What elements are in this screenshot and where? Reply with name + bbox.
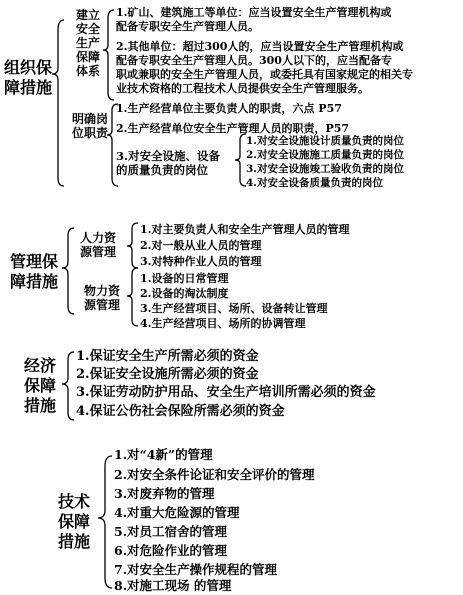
tech-item-3: 3.对废弃物的管理 bbox=[114, 486, 215, 501]
material-label-line: 物力资 bbox=[84, 284, 121, 298]
tech-title-line-2: 保障 bbox=[58, 512, 91, 531]
duty-item-3-line: 3.对安全设施、设备 bbox=[116, 149, 221, 163]
people-item-2: 2.对一般从业人员的管理 bbox=[140, 239, 262, 252]
duty-label-line: 明确岗 bbox=[72, 112, 109, 126]
item3-sub-2: 2.对安全设施施工质量负责的岗位 bbox=[246, 149, 404, 161]
econ-item-2: 2.保证安全设施所需必须的资金 bbox=[76, 367, 259, 382]
system-label-line: 生产 bbox=[76, 36, 101, 50]
system-label-line: 保障 bbox=[76, 50, 101, 64]
duty-item-3-line: 的质量负责的岗位 bbox=[116, 163, 208, 177]
econ-title bbox=[24, 356, 56, 416]
tech-item-1: 1.对“4新”的管理 bbox=[114, 447, 213, 462]
org-title bbox=[4, 58, 52, 98]
duty-label bbox=[72, 112, 108, 140]
system-item-1-line-2: 配备专职安全生产管理人员。 bbox=[116, 20, 259, 33]
system-item-2-line-1: 2.其他单位：超过300人的，应当设置安全生产管理机构或 bbox=[116, 40, 404, 53]
mgmt-main-bracket bbox=[62, 228, 74, 314]
material-item-4: 4.生产经营项目、场所的协调管理 bbox=[140, 317, 306, 330]
system-label-line: 建立 bbox=[76, 8, 101, 22]
material-item-3: 3.生产经营项目、场所、设备转让管理 bbox=[140, 302, 328, 315]
econ-item-1: 1.保证安全生产所需必须的资金 bbox=[76, 349, 259, 364]
material-label-line: 源管理 bbox=[84, 298, 121, 312]
tech-item-6: 6.对危险作业的管理 bbox=[114, 543, 228, 558]
item3-bracket bbox=[235, 134, 246, 186]
duty-item-3-label bbox=[116, 149, 220, 177]
people-bracket bbox=[127, 223, 138, 268]
econ-title-line-3: 措施 bbox=[24, 396, 57, 415]
system-item-2-line-4: 业技术资格的工程技术人员提供安全生产管理服务。 bbox=[116, 82, 369, 95]
tech-bracket bbox=[98, 456, 112, 588]
tech-title bbox=[58, 492, 90, 552]
item3-sub-1: 1.对安全设施设计质量负责的岗位 bbox=[246, 135, 404, 147]
tech-title-line-3: 措施 bbox=[58, 532, 91, 551]
system-item-2-line-2: 配备专职安全生产管理人员。300人以下的，应当配备专 bbox=[116, 54, 392, 67]
mgmt-title-line-2: 障措施 bbox=[10, 272, 59, 291]
people-item-3: 3.对特种作业人员的管理 bbox=[140, 255, 262, 268]
duty-label-line: 位职责 bbox=[72, 126, 109, 140]
material-item-1: 1.设备的日常管理 bbox=[140, 272, 229, 285]
system-item-1-line-1: 1.矿山、建筑施工等单位：应当设置安全生产管理机构或 bbox=[116, 6, 392, 19]
tech-item-4: 4.对重大危险源的管理 bbox=[114, 505, 240, 520]
material-label bbox=[84, 284, 120, 312]
mgmt-title bbox=[10, 252, 58, 292]
mgmt-title-line-1: 管理保 bbox=[10, 252, 59, 271]
item3-sub-3: 3.对安全设施竣工验收负责的岗位 bbox=[246, 163, 404, 175]
econ-item-3: 3.保证劳动防护用品、安全生产培训所需必须的资金 bbox=[76, 385, 376, 400]
system-label bbox=[76, 8, 106, 78]
people-item-1: 1.对主要负责人和安全生产管理人员的管理 bbox=[140, 223, 350, 236]
material-bracket bbox=[127, 268, 138, 326]
tech-item-7: 7.对安全生产操作规程的管理 bbox=[114, 562, 278, 577]
org-main-bracket bbox=[52, 20, 64, 186]
duty-item-1: 1.生产经营单位主要负责人的职责，六点 P57 bbox=[116, 102, 342, 115]
tech-title-line-1: 技术 bbox=[58, 492, 91, 511]
org-title-line-1: 组织保 bbox=[4, 58, 53, 77]
duty-item-2: 2.生产经营单位安全生产管理人员的职责，P57 bbox=[116, 122, 350, 135]
item3-sub-4: 4.对安全设备质量负责的岗位 bbox=[246, 177, 383, 189]
people-label-line: 源管理 bbox=[80, 245, 117, 259]
econ-title-line-1: 经济 bbox=[24, 356, 57, 375]
people-label-line: 人力资 bbox=[80, 231, 117, 245]
material-item-2: 2.设备的淘汰制度 bbox=[140, 287, 229, 300]
tech-item-2: 2.对安全条件论证和安全评价的管理 bbox=[114, 467, 315, 482]
system-label-line: 体系 bbox=[76, 64, 101, 78]
org-title-line-2: 障措施 bbox=[4, 78, 53, 97]
econ-title-line-2: 保障 bbox=[24, 376, 57, 395]
econ-bracket bbox=[62, 352, 74, 420]
econ-item-4: 4.保证公伤社会保险所需必须的资金 bbox=[76, 404, 285, 419]
people-label bbox=[80, 231, 116, 259]
tech-item-8: 8.对施工现场 的管理 bbox=[114, 578, 232, 593]
system-item-2-line-3: 职或兼职的安全生产管理人员，或委托具有国家规定的相关专 bbox=[116, 68, 413, 81]
tech-item-5: 5.对员工宿舍的管理 bbox=[114, 524, 228, 539]
system-label-line: 安全 bbox=[76, 22, 101, 36]
